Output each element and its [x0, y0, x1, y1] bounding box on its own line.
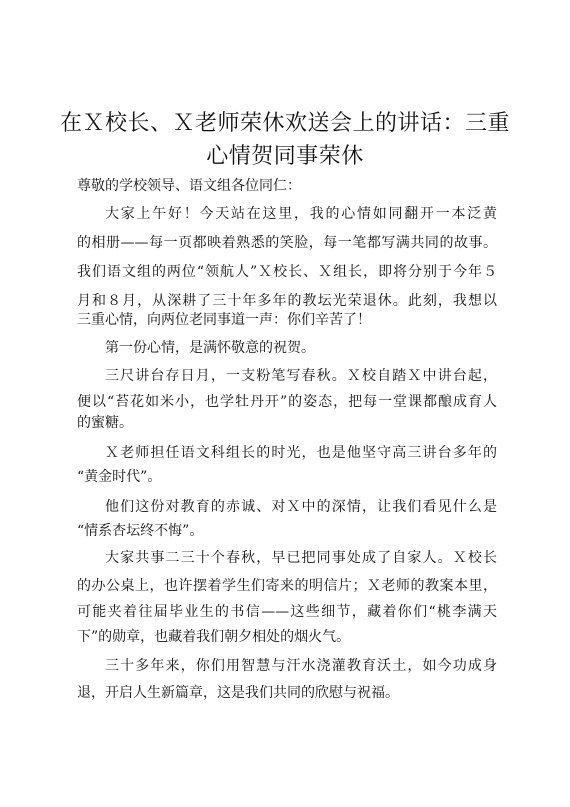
paragraph-line: 可能夹着往届毕业生的书信——这些细节，藏着你们“桃李满天: [77, 604, 497, 620]
paragraph-line: 下”的勋章，也藏着我们朝夕相处的烟火气。: [77, 629, 351, 645]
document-title-line-1: 在Ｘ校长、Ｘ老师荣休欢送会上的讲话：三重: [59, 111, 510, 136]
paragraph-line: 退，开启人生新篇章，这是我们共同的欣慰与祝福。: [77, 685, 399, 701]
paragraph-line: 大家共事二三十个春秋，早已把同事处成了自家人。Ｘ校长: [105, 550, 497, 566]
paragraph-line: 三尺讲台存日月，一支粉笔写春秋。Ｘ校自踏Ｘ中讲台起，: [105, 368, 497, 384]
paragraph-line: 月和８月，从深耕了三十年多年的教坛光荣退休。此刻，我想以: [77, 293, 497, 309]
paragraph-line: 我们语文组的两位“领航人”Ｘ校长、Ｘ组长，即将分别于今年５: [77, 264, 497, 280]
paragraph-line: “情系杏坛终不悔”。: [77, 523, 204, 539]
paragraph-line: 第一份心情，是满怀敬意的祝贺。: [105, 340, 315, 356]
document-title-line-2: 心情贺同事荣休: [206, 144, 364, 169]
paragraph-line: 三十多年来，你们用智慧与汗水浇灌教育沃土，如今功成身: [105, 658, 497, 674]
paragraph-line: 便以“苔花如米小，也学牡丹开”的姿态，把每一堂课都酿成育人: [77, 394, 497, 410]
paragraph-line: 三重心情，向两位老同事道一声：你们辛苦了！: [77, 312, 371, 328]
paragraph-line: “黄金时代”。: [77, 469, 162, 485]
paragraph-line: 的办公桌上，也许摆着学生们寄来的明信片；Ｘ老师的教案本里，: [77, 578, 497, 594]
paragraph-line: 大家上午好！今天站在这里，我的心情如同翻开一本泛黄: [105, 206, 497, 222]
salutation: 尊敬的学校领导、语文组各位同仁：: [77, 178, 301, 194]
paragraph-line: Ｘ老师担任语文科组长的时光，也是他坚守高三讲台多年的: [105, 445, 497, 461]
paragraph-line: 的相册——每一页都映着熟悉的笑脸，每一笔都写满共同的故事。: [77, 235, 497, 251]
paragraph-line: 他们这份对教育的赤诚、对Ｘ中的深情，让我们看见什么是: [105, 499, 497, 515]
paragraph-line: 的蜜糖。: [77, 415, 133, 431]
